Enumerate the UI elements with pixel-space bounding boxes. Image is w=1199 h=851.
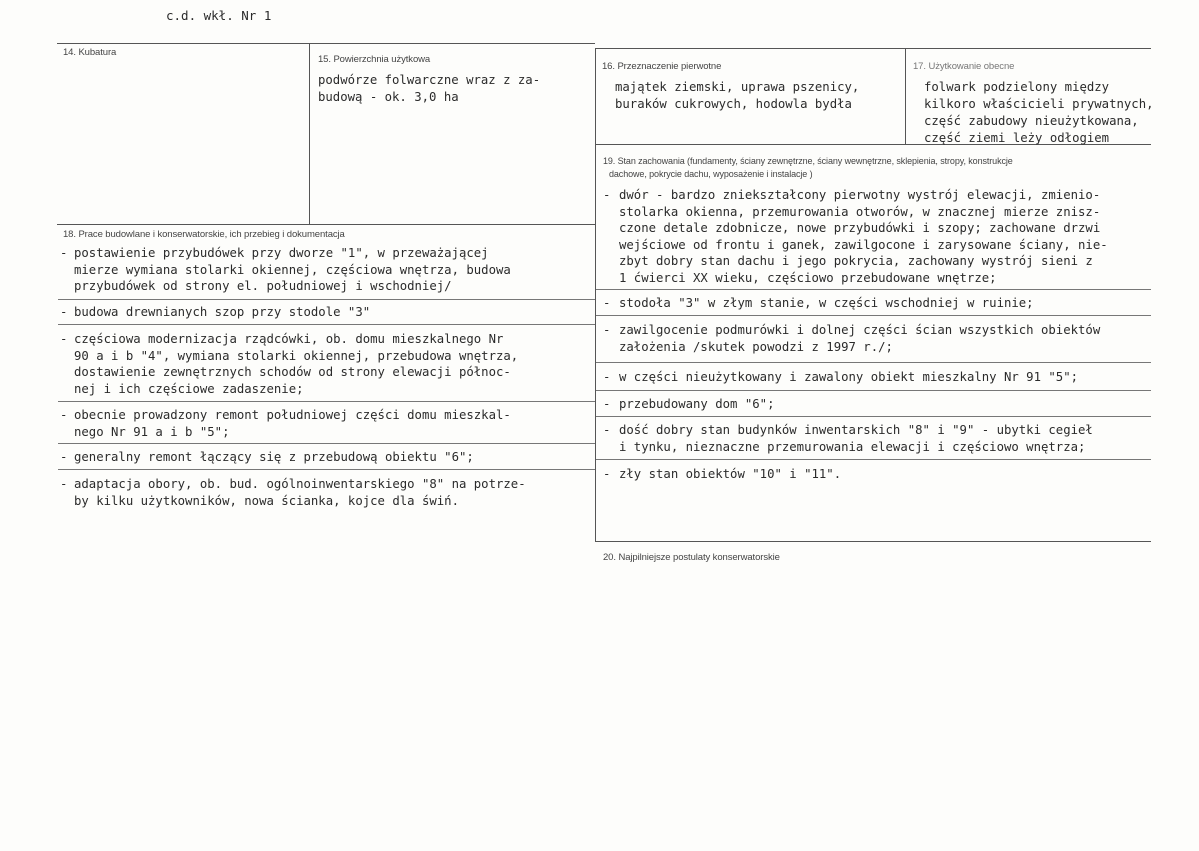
field-18-item-5-line-1: generalny remont łączący się z przebudową obiektu "6"; — [74, 450, 474, 464]
field-18-item-6-line-1: adaptacja obory, ob. bud. ogólnoinwentarskiego "8" na potrze- — [74, 477, 526, 491]
field-17-line-4: część ziemi leży odłogiem — [924, 131, 1110, 145]
field-19-item-5: - przebudowany dom "6"; — [603, 397, 775, 411]
field-18-separator-2 — [58, 324, 595, 325]
field-18-separator-4 — [58, 443, 595, 444]
field-19-item-5-line-1: przebudowany dom "6"; — [619, 397, 775, 411]
field-19-separator-4 — [596, 390, 1151, 391]
field-19-item-2-line-1: stodoła "3" w złym stanie, w części wschodniej w ruinie; — [619, 296, 1034, 310]
field-15-line-2: budową - ok. 3,0 ha — [318, 90, 459, 104]
field-18-item-1-line-1: postawienie przybudówek przy dworze "1", w przeważającej — [74, 246, 489, 260]
field-19-separator-2 — [596, 315, 1151, 316]
field-17-line-3: część zabudowy nieużytkowana, — [924, 114, 1139, 128]
field-19-item-1-line-2: stolarka okienna, przemurowania otworów, w znacznej mierze znisz- — [619, 204, 1101, 219]
field-18-item-2: - budowa drewnianych szop przy stodole "3" — [60, 305, 371, 319]
field-19-item-3-line-2: założenia /skutek powodzi z 1997 r./; — [619, 339, 893, 354]
field-19-item-6-line-2: i tynku, nieznaczne przemurowania elewacji i częściowo wnętrza; — [619, 439, 1086, 454]
field-19-item-1-line-1: dwór - bardzo zniekształcony pierwotny wystrój elewacji, zmienio- — [619, 188, 1101, 202]
field-19-item-1-line-6: 1 ćwierci XX wieku, częściowo przebudowane wnętrze; — [619, 270, 997, 285]
divider-19-20 — [595, 541, 1151, 542]
field-19-item-7: - zły stan obiektów "10" i "11". — [603, 467, 842, 481]
field-19-label-line-1: 19. Stan zachowania (fundamenty, ściany zewnętrzne, ściany wewnętrzne, sklepienia, stropy, konstrukcje — [603, 156, 1013, 166]
field-18-separator-1 — [58, 299, 595, 300]
field-16-label: 16. Przeznaczenie pierwotne — [602, 61, 722, 72]
field-18-item-1-line-2: mierze wymiana stolarki okiennej, częściowa wnętrza, budowa — [74, 262, 511, 277]
field-18-item-3: - częściowa modernizacja rządcówki, ob. domu mieszkalnego Nr 90 a i b "4", wymiana stolarki okiennej, przebudowa wnętrza, dostawienie zewnętrznych schodów od strony elewacji północ- nej i ich częściowe zadaszenie; — [60, 332, 519, 396]
field-18-item-5: - generalny remont łączący się z przebudową obiektu "6"; — [60, 450, 474, 464]
field-19-item-4-line-1: w części nieużytkowany i zawalony obiekt mieszkalny Nr 91 "5"; — [619, 370, 1079, 384]
field-19-item-7-line-1: zły stan obiektów "10" i "11". — [619, 467, 842, 481]
field-18-item-1-line-3: przybudówek od strony el. południowej i wschodniej/ — [74, 279, 452, 293]
field-19-item-6: - dość dobry stan budynków inwentarskich "8" i "9" - ubytki cegieł i tynku, nieznaczne przemurowania elewacji i częściowo wnętrza; — [603, 423, 1093, 454]
field-18-item-2-line-1: budowa drewnianych szop przy stodole "3" — [74, 305, 371, 319]
divider-15-18 — [57, 224, 595, 225]
field-18-item-4: - obecnie prowadzony remont południowej części domu mieszkal- nego Nr 91 a i b "5"; — [60, 408, 511, 439]
field-19-separator-6 — [596, 459, 1151, 460]
divider-16-17 — [905, 48, 906, 144]
field-17-line-2: kilkoro właścicieli prywatnych, — [924, 97, 1154, 111]
divider-14-15 — [309, 43, 310, 225]
field-16-line-1: majątek ziemski, uprawa pszenicy, — [615, 80, 860, 94]
field-19-separator-3 — [596, 362, 1151, 363]
field-19-item-4: - w części nieużytkowany i zawalony obiekt mieszkalny Nr 91 "5"; — [603, 370, 1079, 384]
field-18-item-3-line-2: 90 a i b "4", wymiana stolarki okiennej, przebudowa wnętrza, — [74, 348, 519, 363]
field-19-separator-1 — [596, 289, 1151, 290]
field-19-item-3: - zawilgocenie podmurówki i dolnej części ścian wszystkich obiektów założenia /skutek powodzi z 1997 r./; — [603, 323, 1101, 354]
field-18-separator-5 — [58, 469, 595, 470]
field-18-item-3-line-3: dostawienie zewnętrznych schodów od strony elewacji północ- — [74, 365, 511, 379]
field-19-item-1-line-5: zbyt dobry stan dachu i jego pokrycia, zachowany wystrój sieni z — [619, 254, 1093, 268]
field-20-label: 20. Najpilniejsze postulaty konserwatorskie — [603, 552, 780, 563]
field-19-item-1-line-3: czone detale zdobnicze, nowe przybudówki i szopy; zachowane drzwi — [619, 221, 1101, 235]
field-18-item-1: - postawienie przybudówek przy dworze "1", w przeważającej mierze wymiana stolarki okiennej, częściowa wnętrza, budowa przybudówek od strony el. południowej i wschodniej/ — [60, 246, 511, 293]
field-18-item-4-line-2: nego Nr 91 a i b "5"; — [74, 424, 230, 439]
field-18-item-4-line-1: obecnie prowadzony remont południowej części domu mieszkal- — [74, 408, 511, 422]
field-15-line-1: podwórze folwarczne wraz z za- — [318, 73, 541, 87]
field-19-item-1: - dwór - bardzo zniekształcony pierwotny wystrój elewacji, zmienio- stolarka okienna, przemurowania otworów, w znacznej mierze znisz- czone detale zdobnicze, nowe przybudówki i szopy; zachowane drzwi wejściowe od frontu i ganek, zawilgocone i zarysowane ściany, nie- zbyt dobry stan dachu i jego pokrycia, zachowany wystrój sieni z 1 ćwierci XX wieku, częściowo przebudowane wnętrze; — [603, 188, 1108, 285]
field-18-item-3-line-1: częściowa modernizacja rządcówki, ob. domu mieszkalnego Nr — [74, 332, 504, 346]
field-14-label: 14. Kubatura — [63, 47, 117, 58]
field-19-separator-5 — [596, 416, 1151, 417]
field-19-item-6-line-1: dość dobry stan budynków inwentarskich "8" i "9" - ubytki cegieł — [619, 423, 1093, 437]
field-15-label: 15. Powierzchnia użytkowa — [318, 54, 431, 65]
top-border-right — [595, 48, 1151, 49]
field-19-label-line-2: dachowe, pokrycie dachu, wyposażenie i instalacje ) — [609, 169, 813, 179]
field-19-item-2: - stodoła "3" w złym stanie, w części wschodniej w ruinie; — [603, 296, 1034, 310]
field-18-label: 18. Prace budowlane i konserwatorskie, ich przebieg i dokumentacja — [63, 229, 345, 240]
continuation-header: c.d. wkł. Nr 1 — [166, 8, 272, 23]
top-border-left — [57, 43, 595, 44]
field-18-item-6: - adaptacja obory, ob. bud. ogólnoinwentarskiego "8" na potrze- by kilku użytkowników, nowa ścianka, kojce dla świń. — [60, 477, 526, 508]
field-18-item-6-line-2: by kilku użytkowników, nowa ścianka, kojce dla świń. — [74, 493, 459, 508]
field-18-separator-3 — [58, 401, 595, 402]
divider-left-right — [595, 48, 596, 541]
field-16-line-2: buraków cukrowych, hodowla bydła — [615, 97, 852, 111]
field-19-item-1-line-4: wejściowe od frontu i ganek, zawilgocone i zarysowane ściany, nie- — [619, 237, 1108, 252]
field-17-line-1: folwark podzielony między — [924, 80, 1110, 94]
field-18-item-3-line-4: nej i ich częściowe zadaszenie; — [74, 381, 304, 396]
field-19-item-3-line-1: zawilgocenie podmurówki i dolnej części ścian wszystkich obiektów — [619, 323, 1101, 337]
field-17-label: 17. Użytkowanie obecne — [913, 61, 1015, 72]
